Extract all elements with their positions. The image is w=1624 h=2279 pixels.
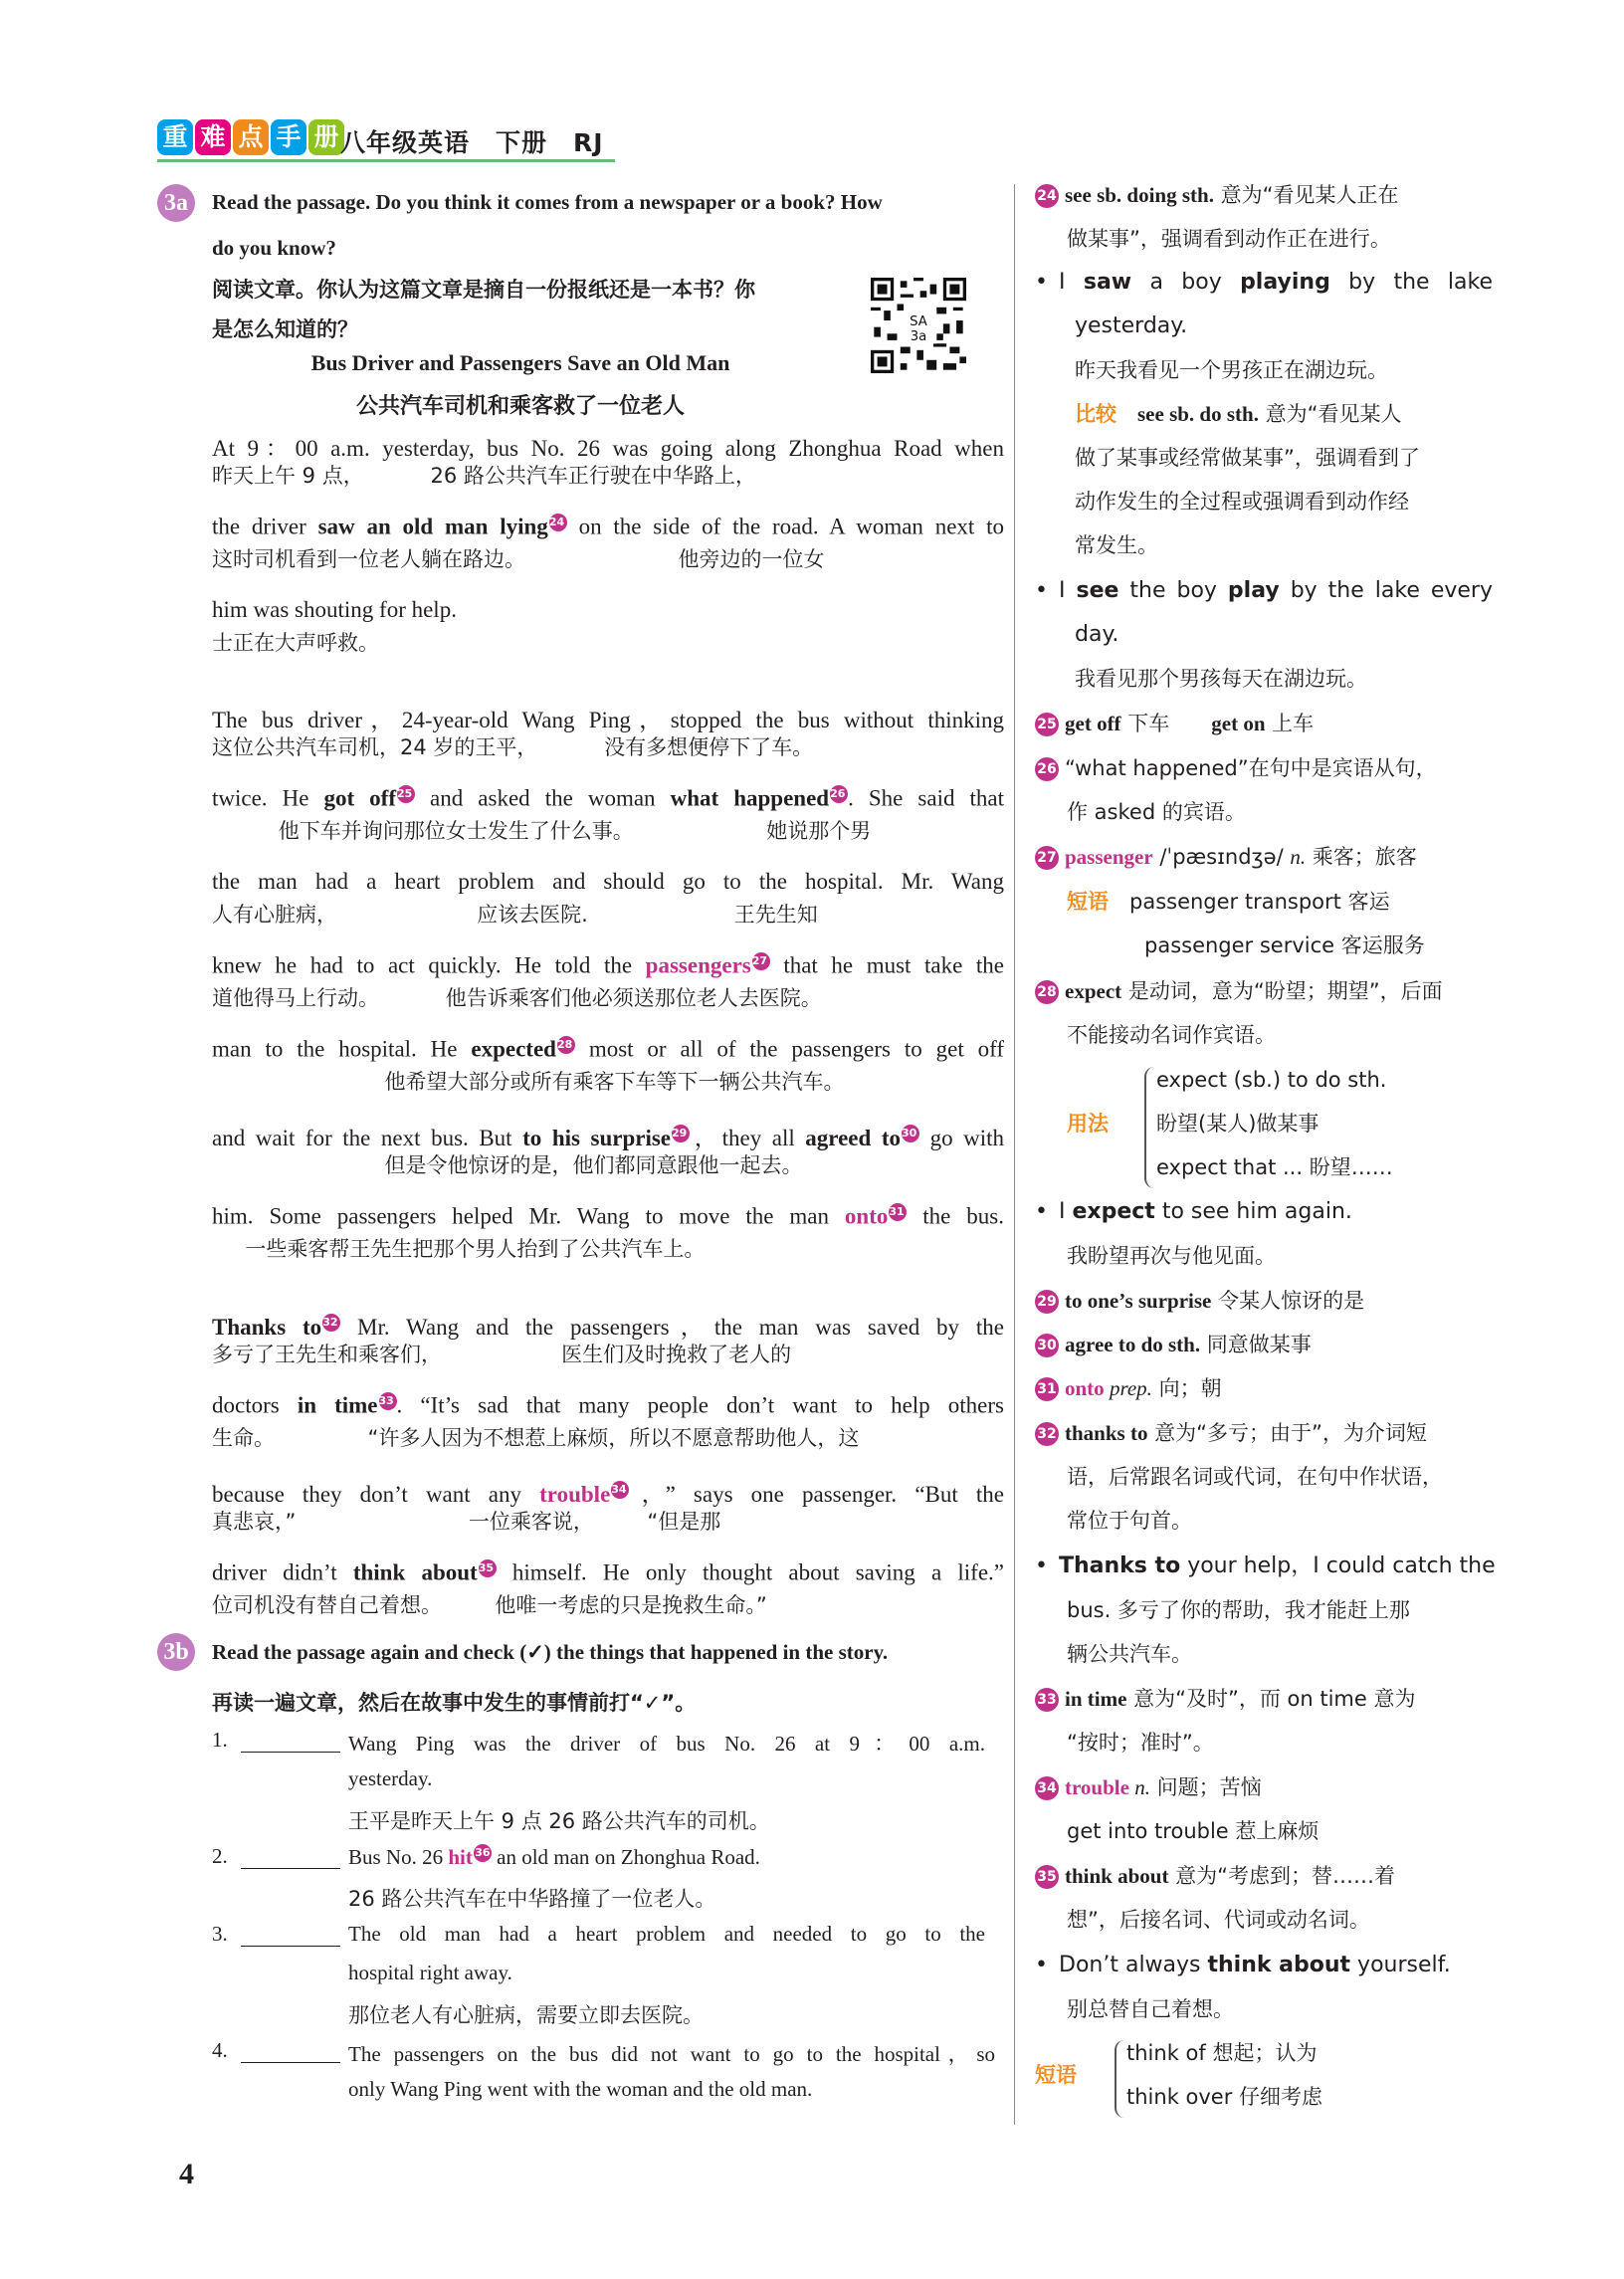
note-term: passenger <box>1065 845 1153 869</box>
text-run: by the lake <box>1329 270 1494 295</box>
note-34 <box>1035 1765 1262 1809</box>
instruction-line: do you know? <box>212 236 336 260</box>
item-text: yesterday. <box>348 1766 433 1790</box>
example-translation: 我盼望再次与他见面。 <box>1067 1244 1276 1268</box>
note-marker[interactable]: 26 <box>830 785 848 803</box>
passage-line <box>212 1036 1004 1063</box>
note-text: 问题；苦恼 <box>1149 1775 1262 1799</box>
item-text: hospital right away. <box>348 1961 512 1984</box>
instruction-3b: Read the passage again and check (✓) the things that happened in the story. <box>212 1640 889 1664</box>
key-word: play <box>1227 578 1280 603</box>
note-text: 下车 <box>1120 712 1212 735</box>
item-text <box>348 1844 760 1870</box>
phrase-item: passenger transport 客运 <box>1129 890 1390 914</box>
key-phrase: think about <box>352 1559 478 1585</box>
note-term: to one’s surprise <box>1065 1289 1212 1313</box>
note-marker[interactable]: 29 <box>672 1125 690 1142</box>
svg-text:3a: 3a <box>910 328 927 344</box>
book-title: 八年级英语 下册 RJ <box>340 128 604 157</box>
key-phrase: agreed to <box>805 1126 902 1150</box>
text-run: the bus. <box>907 1203 1004 1229</box>
brand-logo <box>157 119 344 155</box>
note-number: 29 <box>1035 1290 1059 1314</box>
note-text: 语，后常跟名词或代词，在句中作状语， <box>1067 1465 1443 1489</box>
note-number: 27 <box>1035 846 1059 870</box>
text-run: an old man on Zhonghua Road. <box>491 1845 760 1869</box>
part-of-speech: prep. <box>1104 1376 1152 1400</box>
passage-line <box>212 1392 1004 1419</box>
example-translation: 辆公共汽车。 <box>1067 1642 1192 1666</box>
note-text: 意为“看见某人正在 <box>1213 183 1399 207</box>
note-number: 31 <box>1035 1377 1059 1401</box>
item-number: 1. <box>212 1728 228 1752</box>
item-number: 4. <box>212 2038 228 2062</box>
text-run: . “It’s sad that many people don’t want to help others <box>396 1392 1004 1418</box>
key-word: saw <box>1083 270 1132 295</box>
note-text: 常位于句首。 <box>1067 1509 1192 1533</box>
key-word: think about <box>1207 1953 1351 1977</box>
note-term: thanks to <box>1065 1421 1148 1445</box>
note-35 <box>1035 1854 1395 1898</box>
key-word: see <box>1076 578 1119 603</box>
column-divider <box>1014 184 1015 2125</box>
brand-char: 重 <box>157 119 193 155</box>
example-sentence: day. <box>1075 622 1119 647</box>
instruction-3a <box>212 179 998 271</box>
phrase-label <box>1035 2053 1077 2097</box>
note-term: see sb. doing sth. <box>1065 183 1214 207</box>
example-translation: 昨天我看见一个男孩正在湖边玩。 <box>1075 358 1388 382</box>
text-run: your help，I could catch the <box>1180 1554 1496 1578</box>
note-term: think about <box>1065 1864 1169 1888</box>
item-text: only Wang Ping went with the woman and the old man. <box>348 2077 813 2101</box>
passage-translation: 昨天上午 9 点， 26 路公共汽车正行驶在中华路上， <box>212 464 756 488</box>
text-run: most or all of the passengers to get off <box>574 1036 1004 1062</box>
note-text: 意为“及时”，而 on time 意为 <box>1126 1687 1416 1711</box>
phrase-block <box>1067 880 1390 924</box>
phonetic: /ˈpæsɪndʒə/ <box>1152 845 1291 869</box>
text-run: I <box>1059 270 1084 295</box>
note-text: 乘客；旅客 <box>1306 845 1417 869</box>
key-phrase: in time <box>297 1392 378 1418</box>
note-term: onto <box>1065 1376 1105 1400</box>
brand-char: 点 <box>233 119 269 155</box>
phrase-item: passenger service 客运服务 <box>1144 933 1425 957</box>
section-tag-3b: 3b <box>157 1633 195 1671</box>
text-run: driver didn’t <box>212 1559 353 1585</box>
note-marker[interactable]: 32 <box>322 1314 340 1332</box>
instruction-zh-line: 阅读文章。你认为这篇文章是摘自一份报纸还是一本书？你 <box>212 278 755 302</box>
note-text: 动作发生的全过程或强调看到动作经 <box>1075 490 1409 514</box>
note-number: 35 <box>1035 1865 1059 1889</box>
passage-translation: 生命。 “许多人因为不想惹上麻烦，所以不愿意帮助他人，这 <box>212 1426 860 1450</box>
note-25 <box>1035 702 1314 745</box>
key-word: passengers <box>645 952 751 978</box>
note-number: 30 <box>1035 1334 1059 1357</box>
text-run: on the side of the road. A woman next to <box>566 514 1004 539</box>
key-phrase: Thanks to <box>212 1315 322 1340</box>
key-word: trouble <box>539 1482 611 1507</box>
item-text: The passengers on the bus did not want to go to the hospital，so <box>348 2042 995 2066</box>
phrase-label-text: 短语 <box>1035 2063 1077 2087</box>
note-28 <box>1035 969 1443 1013</box>
text-run: ，” says one passenger. “But the <box>629 1482 1004 1507</box>
note-term: in time <box>1065 1687 1127 1711</box>
check-blank[interactable] <box>241 2044 340 2063</box>
text-run: because they don’t want any <box>212 1482 540 1507</box>
note-26 <box>1035 746 1437 790</box>
key-phrase: saw an old man lying <box>317 514 548 539</box>
passage-translation: 真悲哀，” 一位乘客说， “但是那 <box>212 1510 721 1534</box>
example-sentence: • I expect to see him again. <box>1035 1199 1352 1224</box>
text-run: that he must take the <box>769 952 1005 978</box>
passage-line <box>212 1309 1004 1342</box>
text-run: yourself. <box>1350 1953 1451 1977</box>
note-number: 25 <box>1035 713 1059 736</box>
text-run: knew he had to act quickly. He told the <box>212 952 646 978</box>
note-31 <box>1035 1366 1222 1410</box>
item-number: 2. <box>212 1844 228 1868</box>
note-term: expect <box>1065 979 1122 1003</box>
key-word: expect <box>1072 1199 1155 1224</box>
usage-label-text: 用法 <box>1067 1112 1109 1136</box>
item-translation: 26 路公共汽车在中华路撞了一位老人。 <box>348 1887 716 1911</box>
passage-line: The bus driver，24-year-old Wang Ping，stopped the bus without thinking <box>212 708 1004 732</box>
passage-translation: 这位公共汽车司机，24 岁的王平， 没有多想便停下了车。 <box>212 735 814 759</box>
note-term: trouble <box>1065 1775 1129 1799</box>
passage-translation: 士正在大声呼救。 <box>212 631 379 655</box>
note-33 <box>1035 1677 1415 1721</box>
text-run: twice. He <box>212 785 324 811</box>
note-text: 常发生。 <box>1075 533 1158 557</box>
note-27 <box>1035 835 1417 879</box>
example-sentence: • Thanks to your help，I could catch the <box>1035 1554 1496 1578</box>
usage-item: expect (sb.) to do sth. <box>1156 1068 1387 1092</box>
instruction-3a-zh <box>212 270 755 349</box>
note-text: 令某人惊讶的是 <box>1211 1289 1365 1313</box>
passage-line <box>212 1476 1004 1509</box>
note-term: agree to do sth. <box>1065 1333 1201 1356</box>
brace <box>1144 1067 1154 1188</box>
key-word: onto <box>844 1203 889 1229</box>
passage-translation: 多亏了王先生和乘客们， 医生们及时挽救了老人的 <box>212 1343 792 1366</box>
passage-line <box>212 1203 1004 1230</box>
item-number: 3. <box>212 1922 228 1946</box>
example-sentence: • I saw a boy playing by the lake <box>1035 270 1494 295</box>
example-translation: 别总替自己着想。 <box>1067 1997 1234 2021</box>
key-word: hit <box>448 1845 473 1869</box>
note-number: 24 <box>1035 184 1059 208</box>
passage-translation: 道他得马上行动。 他告诉乘客们他必须送那位老人去医院。 <box>212 986 822 1010</box>
example-translation: 我看见那个男孩每天在湖边玩。 <box>1075 667 1367 691</box>
note-number: 26 <box>1035 757 1059 781</box>
note-term: get on <box>1211 712 1266 735</box>
text-run: the boy <box>1118 578 1228 603</box>
text-run: Don’t always <box>1059 1953 1208 1977</box>
usage-item: 盼望(某人)做某事 <box>1156 1112 1320 1136</box>
note-marker[interactable]: 28 <box>557 1036 575 1054</box>
note-30 <box>1035 1323 1312 1366</box>
note-text: 向；朝 <box>1151 1376 1222 1400</box>
passage-line: him was shouting for help. <box>212 597 457 622</box>
text-run: I <box>1059 1199 1073 1224</box>
text-run: Bus No. 26 <box>348 1845 449 1869</box>
note-number: 32 <box>1035 1422 1059 1446</box>
brand-char: 册 <box>308 119 344 155</box>
phrase-item: think over 仔细考虑 <box>1126 2085 1323 2109</box>
key-word: playing <box>1240 270 1330 295</box>
instruction-3b-zh: 再读一遍文章，然后在故事中发生的事情前打“✓”。 <box>212 1691 697 1715</box>
svg-text:SA: SA <box>910 314 927 329</box>
note-term: see sb. do sth. <box>1137 402 1259 426</box>
passage-translation: 一些乘客帮王先生把那个男人抬到了公共汽车上。 <box>212 1237 706 1261</box>
item-text: Wang Ping was the driver of bus No. 26 at 9：00 a.m. <box>348 1732 985 1756</box>
compare-label: 比较 <box>1075 402 1116 426</box>
item-translation: 那位老人有心脏病，需要立即去医院。 <box>348 2003 704 2027</box>
note-text: 上车 <box>1265 712 1315 735</box>
brand-char: 手 <box>271 119 306 155</box>
text-run: . She said that <box>848 785 1004 811</box>
note-text: 想”，后接名词、代词或动名词。 <box>1067 1908 1370 1932</box>
passage-translation: 但是令他惊讶的是，他们都同意跟他一起去。 <box>212 1153 803 1177</box>
passage-line <box>212 1559 1004 1586</box>
passage-translation: 人有心脏病， 应该去医院. 王先生知 <box>212 903 818 927</box>
check-blank[interactable] <box>241 1850 340 1869</box>
passage-translation: 这时司机看到一位老人躺在路边。 他旁边的一位女 <box>212 547 825 571</box>
key-word: Thanks to <box>1059 1554 1181 1578</box>
part-of-speech: n. <box>1128 1775 1150 1799</box>
passage-translation: 他希望大部分或所有乘客下车等下一辆公共汽车。 <box>212 1070 845 1094</box>
note-text: 做了某事或经常做某事”，强调看到了 <box>1075 446 1420 470</box>
passage-line: the man had a heart problem and should go to the hospital. Mr. Wang <box>212 869 1004 894</box>
passage-line: At 9：00 a.m. yesterday, bus No. 26 was going along Zhonghua Road when <box>212 436 1004 461</box>
instruction-zh-line: 是怎么知道的？ <box>212 317 358 341</box>
text-run: I <box>1059 578 1077 603</box>
example-sentence: • Don’t always think about yourself. <box>1035 1953 1451 1977</box>
note-text: 作 asked 的宾语。 <box>1067 800 1246 824</box>
text-run: himself. He only thought about saving a life.” <box>496 1559 1004 1585</box>
brand-char: 难 <box>195 119 231 155</box>
note-text: 意为“考虑到；替……着 <box>1168 1864 1396 1888</box>
item-translation: 王平是昨天上午 9 点 26 路公共汽车的司机。 <box>348 1809 770 1833</box>
text-run: man to the hospital. He <box>212 1036 472 1062</box>
note-32 <box>1035 1411 1427 1455</box>
note-text: 做某事”，强调看到动作正在进行。 <box>1067 227 1391 251</box>
key-phrase: expected <box>471 1036 556 1062</box>
note-text: “按时；准时”。 <box>1067 1731 1214 1755</box>
note-text: 是动词，意为“盼望；期望”，后面 <box>1121 979 1443 1003</box>
note-number: 33 <box>1035 1688 1059 1712</box>
text-run: the driver <box>212 514 318 539</box>
note-marker[interactable]: 36 <box>474 1844 492 1862</box>
qr-code-icon[interactable] <box>871 278 966 373</box>
passage-title-zh: 公共汽车司机和乘客救了一位老人 <box>355 394 685 419</box>
instruction-line: Read the passage. Do you think it comes from a newspaper or a book? How <box>212 190 883 214</box>
passage-title: Bus Driver and Passengers Save an Old Man <box>310 350 730 375</box>
section-tag-3a: 3a <box>157 184 195 222</box>
note-number: 28 <box>1035 980 1059 1004</box>
example-sentence: • I see the boy play by the lake every <box>1035 578 1493 603</box>
note-term: get off <box>1065 712 1121 735</box>
text-run: by the lake every <box>1279 578 1493 603</box>
example-sentence: yesterday. <box>1075 313 1188 338</box>
item-text: The old man had a heart problem and needed to go to the <box>348 1922 985 1946</box>
text-run: him. Some passengers helped Mr. Wang to move the man <box>212 1203 845 1229</box>
note-text: 不能接动名词作宾语。 <box>1067 1023 1276 1047</box>
note-text: get into trouble 惹上麻烦 <box>1067 1819 1320 1843</box>
text-run: a boy <box>1131 270 1241 295</box>
key-phrase: what happened <box>670 785 830 811</box>
note-29 <box>1035 1279 1364 1323</box>
note-text: 同意做某事 <box>1200 1333 1312 1356</box>
phrase-label: 短语 <box>1067 890 1109 914</box>
text-run: and wait for the next bus. But <box>212 1126 523 1150</box>
note-marker[interactable]: 25 <box>397 785 415 803</box>
note-text: “what happened”在句中是宾语从句， <box>1065 756 1437 780</box>
header-rule <box>157 159 615 162</box>
page-number: 4 <box>179 2158 194 2190</box>
note-marker[interactable]: 31 <box>889 1203 907 1221</box>
usage-label <box>1067 1102 1109 1145</box>
brace <box>1115 2040 1124 2118</box>
usage-item: expect that ... 盼望…… <box>1156 1155 1393 1179</box>
key-phrase: got off <box>323 785 396 811</box>
check-blank[interactable] <box>241 1928 340 1947</box>
passage-line <box>212 952 1004 979</box>
text-run: and asked the woman <box>415 785 671 811</box>
phrase-item: think of 想起；认为 <box>1126 2041 1318 2065</box>
note-marker[interactable]: 27 <box>752 952 770 970</box>
note-marker[interactable]: 33 <box>379 1392 397 1410</box>
compare-note <box>1075 392 1402 436</box>
note-number: 34 <box>1035 1776 1059 1800</box>
text-run: to see him again. <box>1154 1199 1352 1224</box>
passage-translation: 位司机没有替自己着想。 他唯一考虑的只是挽救生命。” <box>212 1593 767 1617</box>
page-header <box>157 117 615 165</box>
note-marker[interactable]: 35 <box>479 1559 497 1577</box>
text-run: doctors <box>212 1392 298 1418</box>
passage-line <box>212 1120 1004 1152</box>
part-of-speech: n. <box>1290 845 1307 869</box>
text-run: ，they all <box>690 1126 806 1150</box>
check-blank[interactable] <box>241 1734 340 1753</box>
passage-line <box>212 785 1004 812</box>
passage-translation: 他下车并询问那位女士发生了什么事。 她说那个男 <box>212 819 872 843</box>
passage-line <box>212 514 1004 540</box>
note-marker[interactable]: 30 <box>902 1125 919 1142</box>
note-text: 意为“多亏；由于”，为介词短 <box>1147 1421 1427 1445</box>
text-run: Mr. Wang and the passengers，the man was saved by the <box>340 1315 1004 1340</box>
text-run: go with <box>919 1126 1005 1150</box>
note-marker[interactable]: 24 <box>549 514 567 531</box>
note-24 <box>1035 173 1399 217</box>
note-text: 意为“看见某人 <box>1258 402 1402 426</box>
key-phrase: to his surprise <box>522 1126 671 1150</box>
example-sentence: bus. 多亏了你的帮助，我才能赶上那 <box>1067 1598 1410 1622</box>
note-marker[interactable]: 34 <box>611 1481 629 1499</box>
